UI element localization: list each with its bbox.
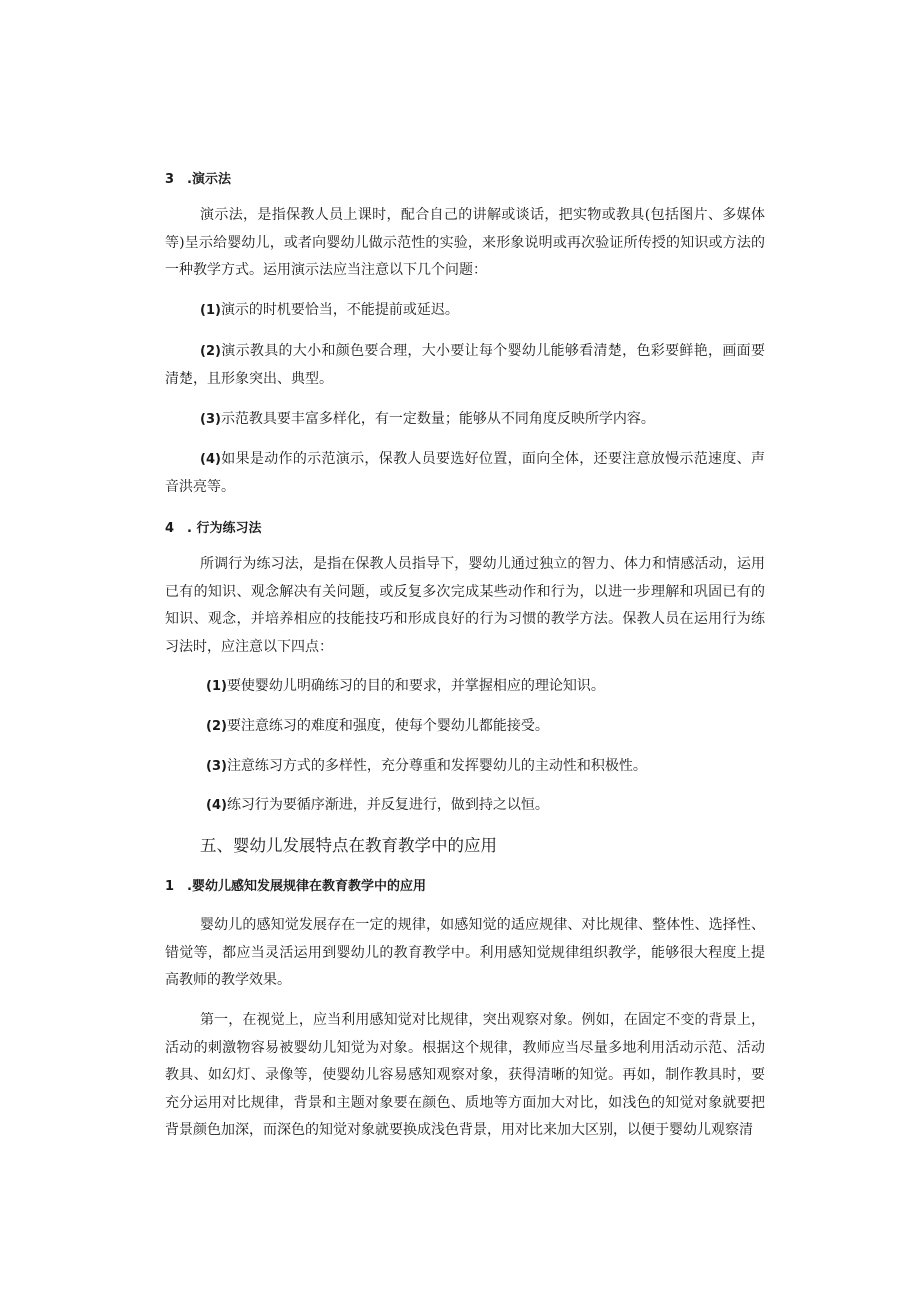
section-heading-demonstration: 3 .演示法 bbox=[165, 172, 231, 187]
demonstration-point-1 bbox=[165, 297, 765, 325]
point-text: 要注意练习的难度和强度，使每个婴幼儿都能接受。 bbox=[226, 718, 549, 734]
point-number: (3) bbox=[200, 412, 221, 427]
point-text: 示范教具要丰富多样化，有一定数量；能够从不同角度反映所学内容。 bbox=[220, 411, 655, 427]
point-number: (1) bbox=[206, 679, 227, 694]
perception-paragraph-1: 婴幼儿的感知觉发展存在一定的规律，如感知觉的适应规律、对比规律、整体性、选择性、错觉等，都应当灵活运用到婴幼儿的教育教学中。利用感知觉规律组织教学，能够很大程度上提高教师的教学效果。 bbox=[165, 917, 765, 988]
point-number: (4) bbox=[206, 798, 227, 813]
chapter-heading-part-five: 五、婴幼儿发展特点在教育教学中的应用 bbox=[200, 836, 497, 855]
point-number: (2) bbox=[206, 719, 227, 734]
perception-paragraph-2: 第一，在视觉上，应当利用感知觉对比规律，突出观察对象。例如，在固定不变的背景上，活动的刺激物容易被婴幼儿知觉为对象。根据这个规律，教师应当尽量多地利用活动示范、活动教具、如幻灯、录像等，使婴幼儿容易感知观察对象，获得清晰的知觉。再如，制作教具时，要充分运用对比规律，背景和主题对象要在颜色、质地等方面加大对比，如浅色的知觉对象就要把背景颜色加深，而深色的知觉对象就要换成浅色背景，用对比来加大区别，以便于婴幼儿观察清 bbox=[165, 1012, 765, 1138]
point-text: 如果是动作的示范演示，保教人员要选好位置，面向全体，还要注意放慢示范速度、声音洪亮等。 bbox=[165, 451, 765, 495]
demonstration-point-4 bbox=[165, 446, 765, 501]
point-text: 演示教具的大小和颜色要合理，大小要让每个婴幼儿能够看清楚，色彩要鲜艳，画面要清楚，且形象突出、典型。 bbox=[165, 343, 765, 387]
subsection-heading-perception: 1 .婴幼儿感知发展规律在教育教学中的应用 bbox=[165, 879, 426, 894]
demonstration-point-3 bbox=[165, 406, 765, 434]
behavior-practice-intro-paragraph: 所调行为练习法，是指在保教人员指导下，婴幼儿通过独立的智力、体力和情感活动，运用已有的知识、观念解决有关问题，或反复多次完成某些动作和行为，以进一步理解和巩固已有的知识、观念，并培养相应的技能技巧和形成良好的行为习惯的教学方法。保教人员在运用行为练习法时，应注意以下四点： bbox=[165, 556, 765, 655]
point-number: (4) bbox=[200, 452, 221, 467]
practice-point-4 bbox=[171, 792, 771, 820]
practice-point-2 bbox=[171, 713, 771, 741]
demonstration-intro-paragraph: 演示法，是指保教人员上课时，配合自己的讲解或谈话，把实物或教具(包括图片、多媒体等)呈示给婴幼儿，或者向婴幼儿做示范性的实验，来形象说明或再次验证所传授的知识或方法的一种教学方式。运用演示法应当注意以下几个问题： bbox=[165, 207, 765, 278]
point-number: (1) bbox=[200, 303, 221, 318]
point-text: 演示的时机要恰当，不能提前或延迟。 bbox=[220, 302, 459, 318]
point-text: 练习行为要循序渐进，并反复进行，做到持之以恒。 bbox=[226, 797, 549, 813]
point-text: 注意练习方式的多样性，充分尊重和发挥婴幼儿的主动性和积极性。 bbox=[226, 758, 647, 774]
point-number: (2) bbox=[200, 344, 221, 359]
point-text: 要使婴幼儿明确练习的目的和要求，并掌握相应的理论知识。 bbox=[226, 678, 605, 694]
practice-point-3 bbox=[171, 753, 771, 781]
practice-point-1 bbox=[171, 673, 771, 701]
point-number: (3) bbox=[206, 759, 227, 774]
demonstration-point-2 bbox=[165, 338, 765, 393]
section-heading-behavior-practice: 4 . 行为练习法 bbox=[165, 521, 262, 536]
